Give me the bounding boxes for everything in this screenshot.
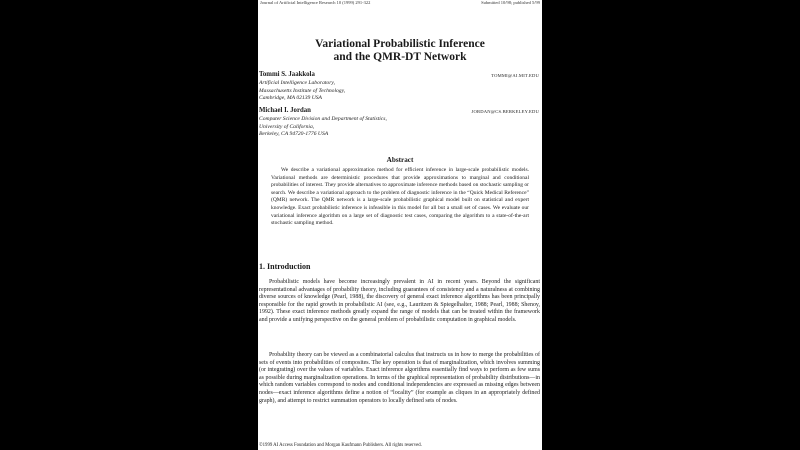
journal-header: Journal of Artificial Intelligence Research 10 (1999) 291-322	[260, 0, 371, 5]
abstract-heading: Abstract	[386, 156, 414, 164]
paper-page	[258, 0, 542, 450]
author-name-2: Michael I. Jordan	[259, 107, 311, 114]
affiliation-line: Computer Science Division and Department of Statistics,	[259, 116, 387, 122]
submission-date: Submitted 10/98; published 5/99	[481, 0, 540, 5]
abstract-text: We describe a variational approximation method for efficient inference in large-scale probabilistic models. Variational methods are deterministic procedures that provide approximations to marginal and conditional probabilities of interest. They provide alternatives to approximate inference methods based on stochastic sampling or search. We describe a variational approach to the problem of diagnostic inference in the “Quick Medical Reference” (QMR) network. The QMR network is a large-scale probabilistic graphical model built on statistical and expert knowledge. Exact probabilistic inference is infeasible in this model for all but a small set of cases. We evaluate our variational inference algorithm on a large set of diagnostic test cases, comparing the algorithm to a state-of-the-art stochastic sampling method.	[271, 167, 529, 227]
affiliation-line: Berkeley, CA 94720-1776 USA	[259, 131, 329, 138]
affiliation-line: Massachusetts Institute of Technology,	[259, 87, 346, 94]
intro-paragraph-2: Probability theory can be viewed as a combinatorial calculus that instructs us in how to merge the probabilities of sets of events into probabilities of composites. The key operation is that of marginalization, which involves summing (or integrating) over the values of variables. Exact inference algorithms essentially find ways to perform as few sums as possible during marginalization operations. In terms of the graphical representation of probability distributions—in which random variables correspond to nodes and conditional independencies are expressed as missing edges between nodes—exact inference algorithms define a notion of “locality” (for example as cliques in an appropriately defined graph), and attempt to restrict summation operators to locally defined sets of nodes.	[259, 352, 540, 404]
affiliation-line: Cambridge, MA 02139 USA	[259, 95, 322, 102]
paper-title-line-2: and the QMR-DT Network	[333, 51, 467, 63]
affiliation-line: University of California,	[259, 123, 315, 130]
author-email-1: TOMMI@AI.MIT.EDU	[491, 73, 539, 78]
copyright-footer: ©1999 AI Access Foundation and Morgan Kaufmann Publishers. All rights reserved.	[259, 443, 422, 448]
author-affiliation-2	[259, 116, 459, 139]
intro-paragraph-1: Probabilistic models have become increasingly prevalent in AI in recent years. Beyond the significant representational advantages of probability theory, including guarantees of consistency and a naturalness at combining diverse sources of knowledge (Pearl, 1988), the discovery of general exact inference algorithms has been principally responsible for the rapid growth in probabilistic AI (see, e.g., Lauritzen & Spiegelhalter, 1988; Pearl, 1988; Shenoy, 1992). These exact inference methods greatly expand the range of models that can be treated within the framework and provide a unifying perspective on the general problem of probabilistic computation in graphical models.	[259, 279, 540, 323]
paper-title-line-1: Variational Probabilistic Inference	[315, 38, 485, 50]
author-name-1: Tommi S. Jaakkola	[259, 71, 315, 78]
section-heading-introduction: 1. Introduction	[259, 262, 311, 271]
author-affiliation-1	[259, 80, 459, 103]
affiliation-line: Artificial Intelligence Laboratory,	[259, 80, 335, 86]
author-email-2: JORDAN@CS.BERKELEY.EDU	[471, 109, 539, 114]
